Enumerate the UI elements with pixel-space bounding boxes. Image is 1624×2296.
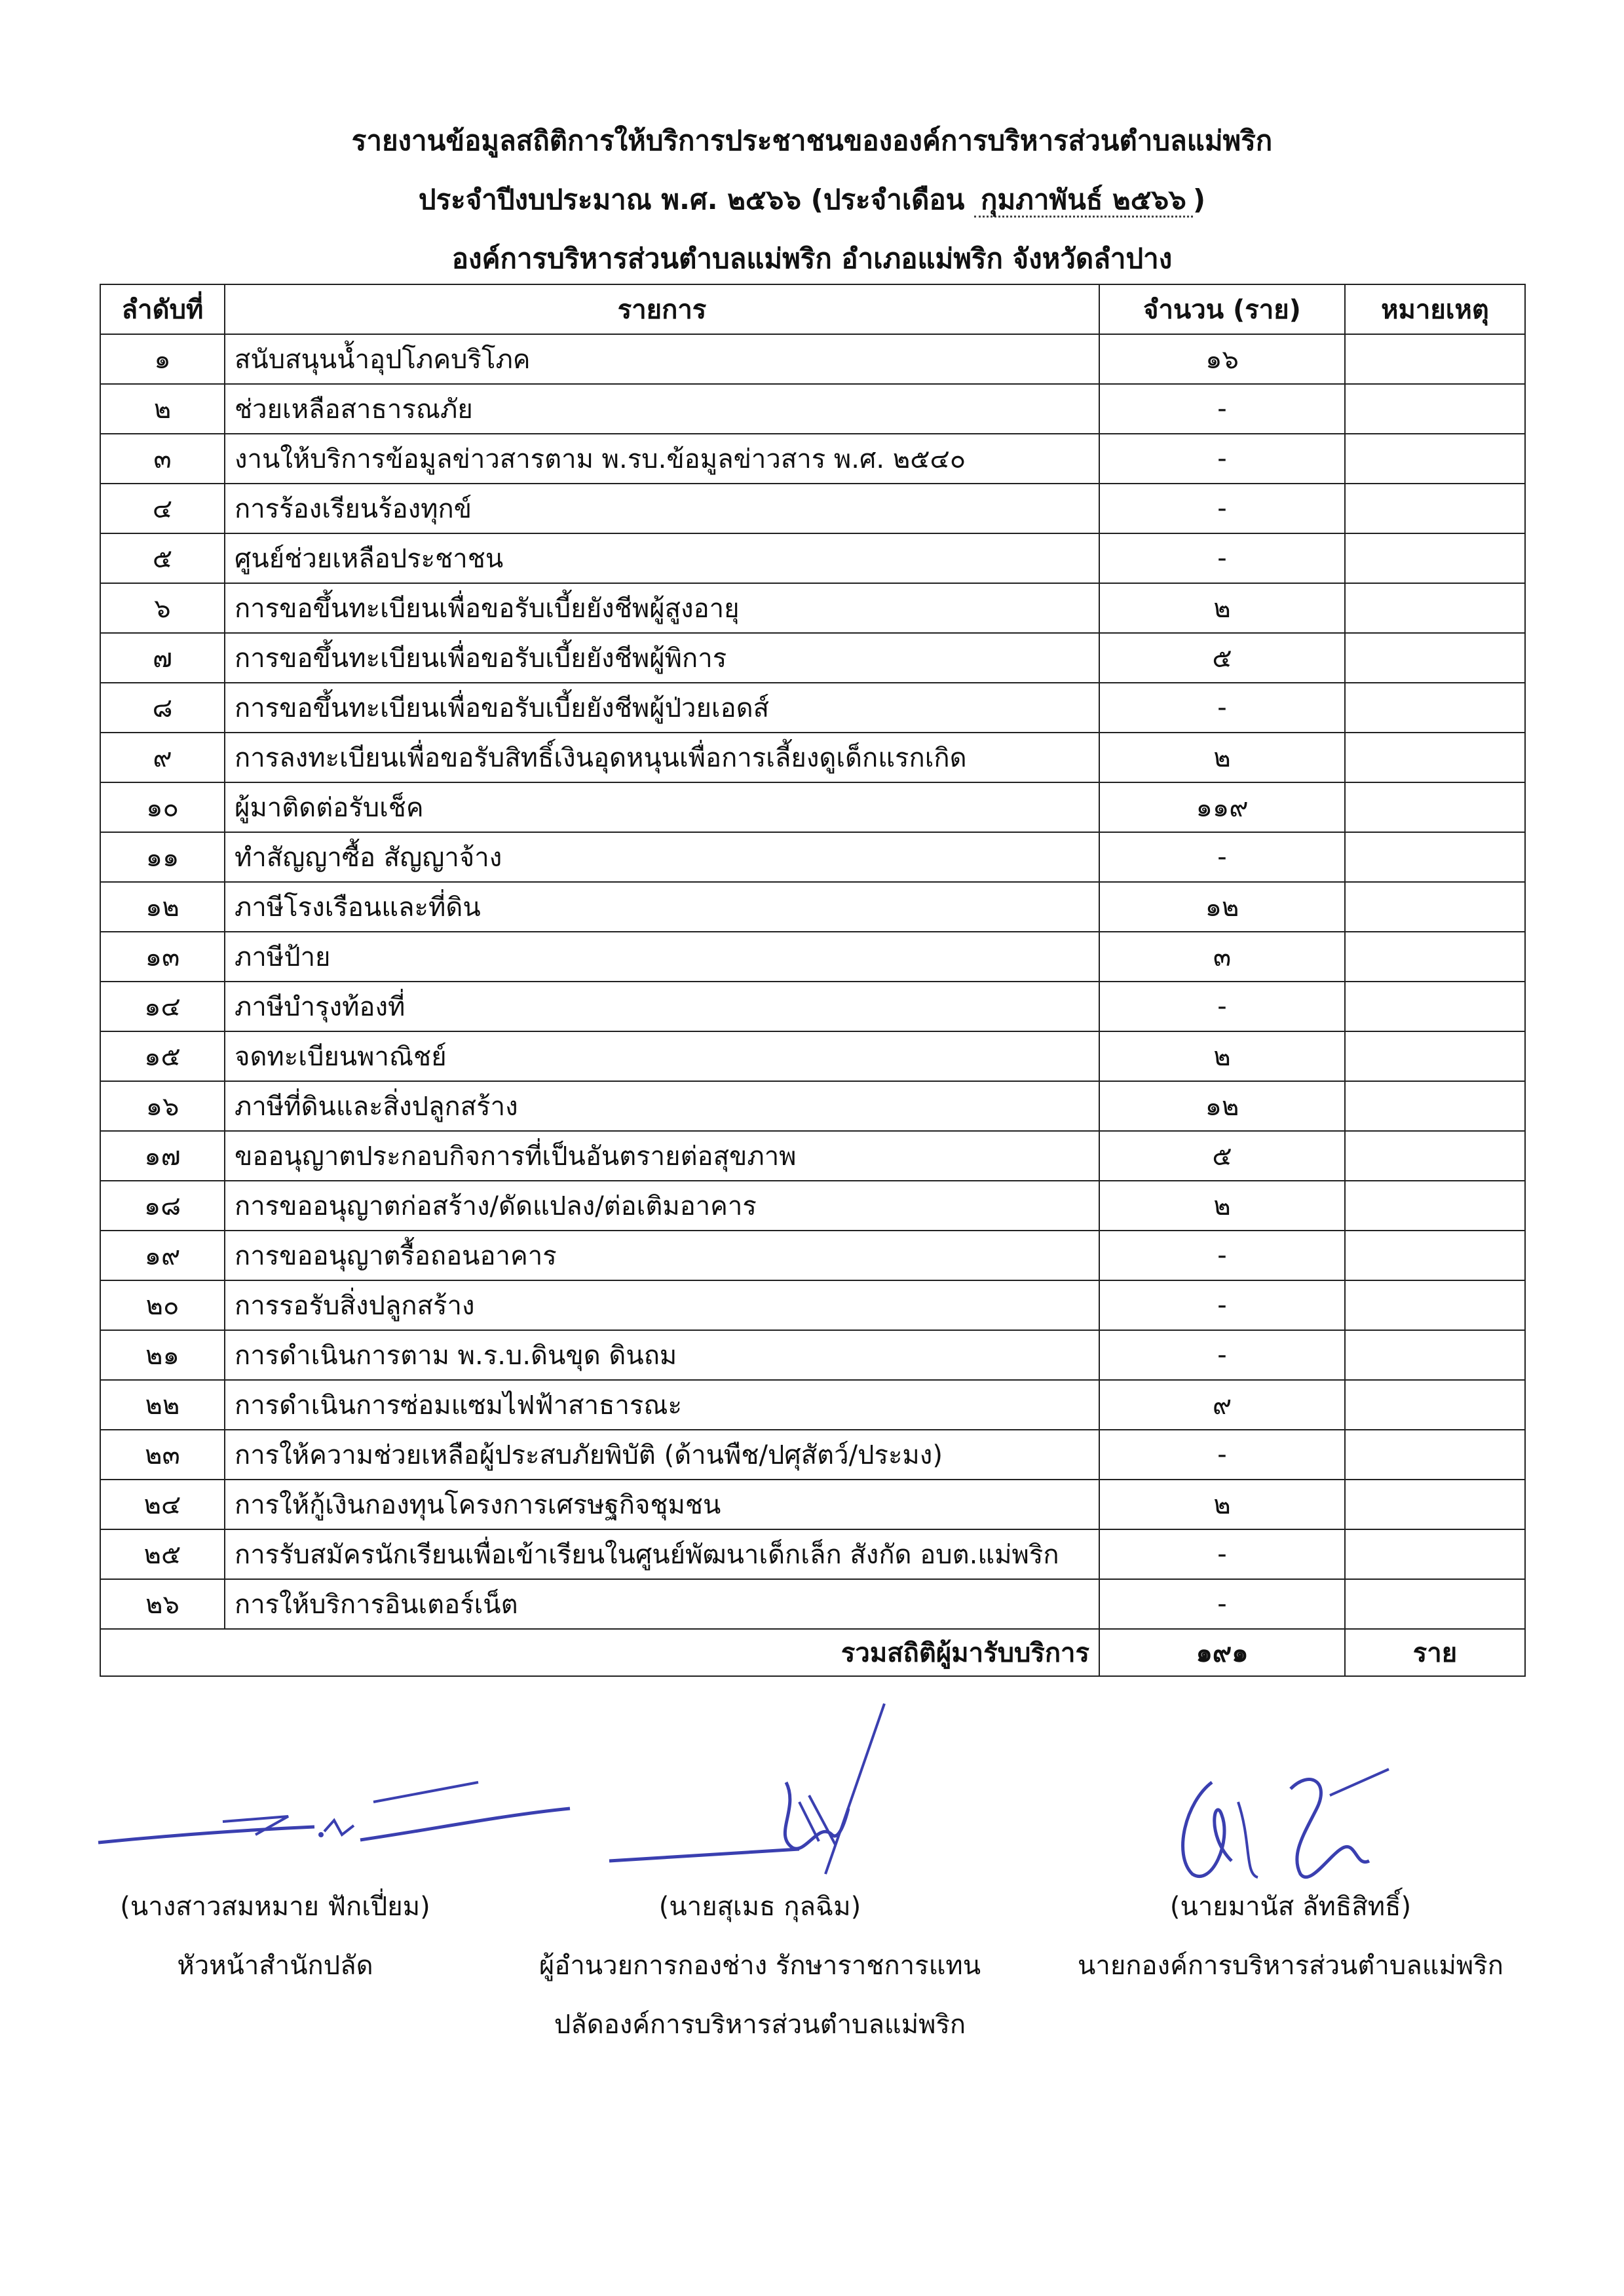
row-number: ๑๔ — [100, 982, 225, 1031]
row-item: ภาษีที่ดินและสิ่งปลูกสร้าง — [225, 1081, 1099, 1131]
table-row — [100, 1380, 1525, 1430]
table-row — [100, 1280, 1525, 1330]
period-prefix: ประจำปีงบประมาณ พ.ศ. ๒๕๖๖ (ประจำเดือน — [418, 183, 965, 216]
row-note — [1345, 982, 1525, 1031]
row-item: การขอขึ้นทะเบียนเพื่อขอรับเบี้ยยังชีพผู้ป่วยเอดส์ — [225, 683, 1099, 733]
row-note — [1345, 434, 1525, 484]
row-number: ๑ — [100, 334, 225, 384]
header-qty: จำนวน (ราย) — [1099, 284, 1345, 334]
signer-3-name: (นายมานัส ลัทธิสิทธิ์) — [1169, 1892, 1412, 1922]
signature-3-scribble — [1160, 1763, 1395, 1894]
signature-1-scribble — [98, 1769, 570, 1861]
row-item: ภาษีบำรุงท้องที่ — [225, 982, 1099, 1031]
row-number: ๙ — [100, 733, 225, 782]
row-number: ๑๐ — [100, 782, 225, 832]
row-item: การลงทะเบียนเพื่อขอรับสิทธิ์เงินอุดหนุนเพื่อการเลี้ยงดูเด็กแรกเกิด — [225, 733, 1099, 782]
signer-2-position-2: ปลัดองค์การบริหารส่วนตำบลแม่พริก — [554, 2010, 966, 2040]
row-number: ๑๓ — [100, 932, 225, 982]
statistics-table — [100, 284, 1526, 1677]
row-note — [1345, 1330, 1525, 1380]
row-note — [1345, 1231, 1525, 1280]
row-number: ๑๒ — [100, 882, 225, 932]
row-note — [1345, 484, 1525, 533]
row-note — [1345, 932, 1525, 982]
row-item: ผู้มาติดต่อรับเช็ค — [225, 782, 1099, 832]
row-quantity: - — [1099, 384, 1345, 434]
table-row — [100, 583, 1525, 633]
signature-block-3 — [1042, 1877, 1539, 1995]
row-quantity: ๑๖ — [1099, 334, 1345, 384]
table-row — [100, 1181, 1525, 1231]
signer-1-position: หัวหน้าสำนักปลัด — [177, 1951, 373, 1981]
row-quantity: - — [1099, 683, 1345, 733]
row-quantity: ๑๒ — [1099, 1081, 1345, 1131]
table-row — [100, 384, 1525, 434]
row-number: ๔ — [100, 484, 225, 533]
table-row — [100, 832, 1525, 882]
table-row — [100, 434, 1525, 484]
table-row — [100, 1131, 1525, 1181]
row-number: ๑๘ — [100, 1181, 225, 1231]
row-item: การขอขึ้นทะเบียนเพื่อขอรับเบี้ยยังชีพผู้พิการ — [225, 633, 1099, 683]
row-number: ๗ — [100, 633, 225, 683]
row-item: ภาษีป้าย — [225, 932, 1099, 982]
row-quantity: ๓ — [1099, 932, 1345, 982]
row-item: การดำเนินการตาม พ.ร.บ.ดินขุด ดินถม — [225, 1330, 1099, 1380]
total-value: ๑๙๑ — [1099, 1629, 1345, 1676]
row-quantity: ๑๒ — [1099, 882, 1345, 932]
total-row — [100, 1629, 1525, 1676]
table-row — [100, 683, 1525, 733]
row-quantity: ๒ — [1099, 1480, 1345, 1529]
row-note — [1345, 1280, 1525, 1330]
row-note — [1345, 882, 1525, 932]
row-quantity: - — [1099, 982, 1345, 1031]
row-item: การรับสมัครนักเรียนเพื่อเข้าเรียนในศูนย์พัฒนาเด็กเล็ก สังกัด อบต.แม่พริก — [225, 1529, 1099, 1579]
row-note — [1345, 832, 1525, 882]
row-quantity: - — [1099, 533, 1345, 583]
row-quantity: ๒ — [1099, 583, 1345, 633]
row-number: ๖ — [100, 583, 225, 633]
table-row — [100, 1480, 1525, 1529]
table-row — [100, 1231, 1525, 1280]
row-number: ๒๓ — [100, 1430, 225, 1480]
row-quantity: - — [1099, 1280, 1345, 1330]
period-suffix: ) — [1192, 183, 1206, 216]
row-item: การให้ความช่วยเหลือผู้ประสบภัยพิบัติ (ด้านพืช/ปศุสัตว์/ประมง) — [225, 1430, 1099, 1480]
row-number: ๑๙ — [100, 1231, 225, 1280]
row-quantity: ๕ — [1099, 633, 1345, 683]
row-item: ทำสัญญาซื้อ สัญญาจ้าง — [225, 832, 1099, 882]
table-body — [100, 334, 1525, 1629]
period-month: กุมภาพันธ์ ๒๕๖๖ — [974, 183, 1193, 218]
row-quantity: ๒ — [1099, 1181, 1345, 1231]
total-unit: ราย — [1345, 1629, 1525, 1676]
row-note — [1345, 733, 1525, 782]
row-quantity: ๒ — [1099, 733, 1345, 782]
report-period — [0, 170, 1624, 229]
signer-2-name: (นายสุเมธ กุลฉิม) — [658, 1892, 861, 1922]
row-note — [1345, 1081, 1525, 1131]
table-row — [100, 1579, 1525, 1629]
row-note — [1345, 533, 1525, 583]
signature-block-2 — [498, 1877, 1022, 2054]
row-note — [1345, 334, 1525, 384]
row-note — [1345, 633, 1525, 683]
table-row — [100, 633, 1525, 683]
row-note — [1345, 1579, 1525, 1629]
report-title: รายงานข้อมูลสถิติการให้บริการประชาชนขององค์การบริหารส่วนตำบลแม่พริก — [351, 124, 1273, 157]
row-quantity: - — [1099, 1579, 1345, 1629]
row-number: ๒๕ — [100, 1529, 225, 1579]
signer-2-position-1: ผู้อำนวยการกองช่าง รักษาราชการแทน — [538, 1951, 981, 1981]
header-item: รายการ — [225, 284, 1099, 334]
row-note — [1345, 683, 1525, 733]
row-number: ๑๖ — [100, 1081, 225, 1131]
row-item: การรอรับสิ่งปลูกสร้าง — [225, 1280, 1099, 1330]
row-quantity: - — [1099, 832, 1345, 882]
row-number: ๒๖ — [100, 1579, 225, 1629]
table-row — [100, 334, 1525, 384]
row-number: ๑๕ — [100, 1031, 225, 1081]
row-item: การดำเนินการซ่อมแซมไฟฟ้าสาธารณะ — [225, 1380, 1099, 1430]
table-row — [100, 932, 1525, 982]
row-note — [1345, 1480, 1525, 1529]
row-quantity: ๙ — [1099, 1380, 1345, 1430]
table-row — [100, 982, 1525, 1031]
row-number: ๒๒ — [100, 1380, 225, 1430]
row-number: ๘ — [100, 683, 225, 733]
header-no: ลำดับที่ — [100, 284, 225, 334]
row-item: การร้องเรียนร้องทุกข์ — [225, 484, 1099, 533]
table-row — [100, 1031, 1525, 1081]
row-quantity: - — [1099, 1430, 1345, 1480]
row-number: ๒๐ — [100, 1280, 225, 1330]
row-note — [1345, 583, 1525, 633]
row-quantity: - — [1099, 434, 1345, 484]
table-row — [100, 484, 1525, 533]
table-row — [100, 533, 1525, 583]
table-row — [100, 733, 1525, 782]
signer-1-name: (นางสาวสมหมาย ฟักเปี่ยม) — [120, 1892, 430, 1922]
row-number: ๑๑ — [100, 832, 225, 882]
row-number: ๓ — [100, 434, 225, 484]
row-quantity: ๑๑๙ — [1099, 782, 1345, 832]
row-number: ๒ — [100, 384, 225, 434]
table-row — [100, 1081, 1525, 1131]
row-item: ขออนุญาตประกอบกิจการที่เป็นอันตรายต่อสุขภาพ — [225, 1131, 1099, 1181]
signature-block-1 — [79, 1877, 472, 1995]
total-label: รวมสถิติผู้มารับบริการ — [100, 1629, 1099, 1676]
row-item: งานให้บริการข้อมูลข่าวสารตาม พ.รบ.ข้อมูลข่าวสาร พ.ศ. ๒๕๔๐ — [225, 434, 1099, 484]
row-note — [1345, 1380, 1525, 1430]
row-number: ๒๔ — [100, 1480, 225, 1529]
row-number: ๕ — [100, 533, 225, 583]
row-item: การให้กู้เงินกองทุนโครงการเศรษฐกิจชุมชน — [225, 1480, 1099, 1529]
row-item: การขออนุญาตรื้อถอนอาคาร — [225, 1231, 1099, 1280]
report-header — [0, 111, 1624, 288]
row-note — [1345, 384, 1525, 434]
row-quantity: - — [1099, 484, 1345, 533]
row-quantity: - — [1099, 1330, 1345, 1380]
row-item: สนับสนุนน้ำอุปโภคบริโภค — [225, 334, 1099, 384]
row-note — [1345, 1181, 1525, 1231]
row-note — [1345, 1529, 1525, 1579]
row-item: การให้บริการอินเตอร์เน็ต — [225, 1579, 1099, 1629]
signer-3-position: นายกองค์การบริหารส่วนตำบลแม่พริก — [1078, 1951, 1503, 1981]
row-item: จดทะเบียนพาณิชย์ — [225, 1031, 1099, 1081]
table-row — [100, 882, 1525, 932]
table-row — [100, 1330, 1525, 1380]
table-header-row — [100, 284, 1525, 334]
row-number: ๑๗ — [100, 1131, 225, 1181]
row-note — [1345, 1131, 1525, 1181]
row-number: ๒๑ — [100, 1330, 225, 1380]
row-quantity: - — [1099, 1529, 1345, 1579]
row-quantity: ๕ — [1099, 1131, 1345, 1181]
row-item: ภาษีโรงเรือนและที่ดิน — [225, 882, 1099, 932]
row-item: ช่วยเหลือสาธารณภัย — [225, 384, 1099, 434]
row-quantity: - — [1099, 1231, 1345, 1280]
table-row — [100, 782, 1525, 832]
row-note — [1345, 1031, 1525, 1081]
organization-line: องค์การบริหารส่วนตำบลแม่พริก อำเภอแม่พริก จังหวัดลำปาง — [451, 242, 1173, 275]
table-row — [100, 1430, 1525, 1480]
row-item: การขอขึ้นทะเบียนเพื่อขอรับเบี้ยยังชีพผู้สูงอายุ — [225, 583, 1099, 633]
row-note — [1345, 1430, 1525, 1480]
row-item: ศูนย์ช่วยเหลือประชาชน — [225, 533, 1099, 583]
row-item: การขออนุญาตก่อสร้าง/ดัดแปลง/ต่อเติมอาคาร — [225, 1181, 1099, 1231]
row-note — [1345, 782, 1525, 832]
row-quantity: ๒ — [1099, 1031, 1345, 1081]
signature-2-scribble — [609, 1704, 897, 1874]
header-note: หมายเหตุ — [1345, 284, 1525, 334]
table-row — [100, 1529, 1525, 1579]
